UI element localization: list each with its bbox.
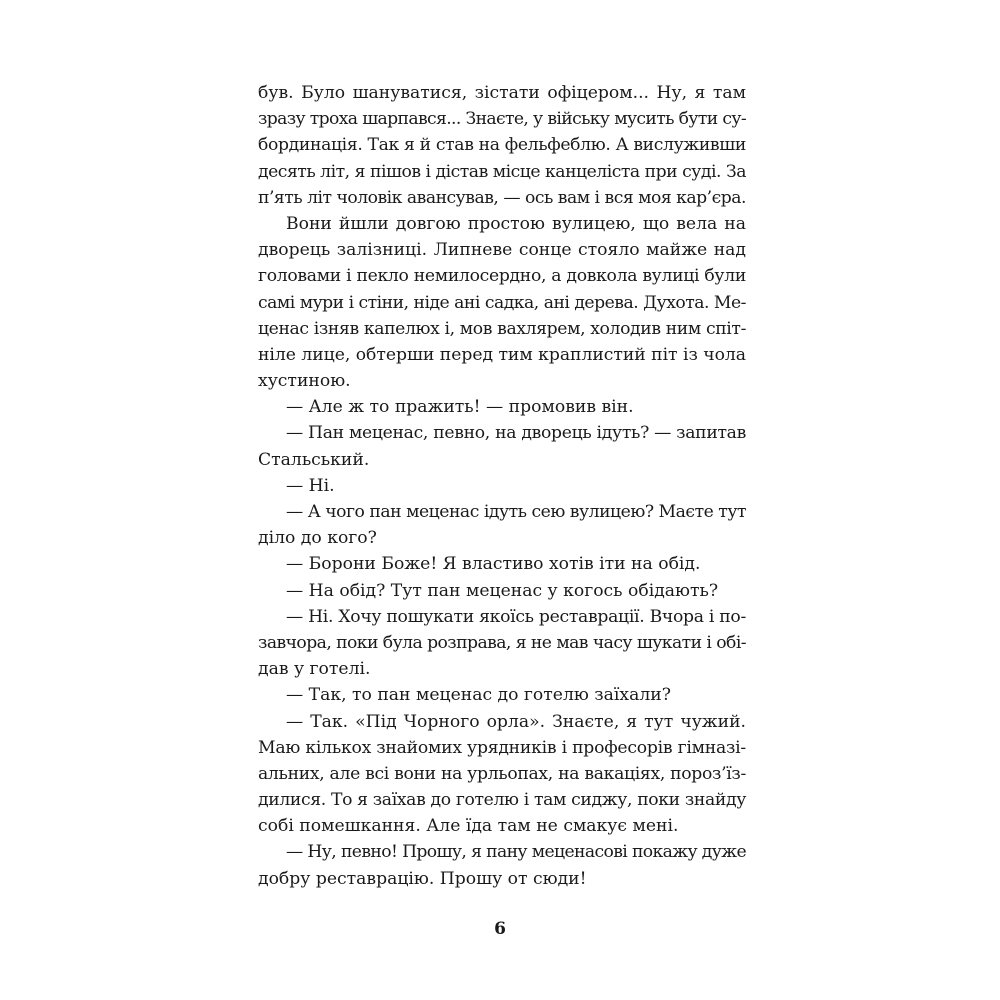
text-line: собі помешкання. Але їда там не смакує мені.: [258, 816, 679, 837]
text-line: — А чого пан меценас ідуть сею вулицею? Маєте тут: [286, 502, 746, 522]
text-line: Вони йшли довгою простою вулицею, що вела на: [286, 213, 746, 234]
text-line: ніле лице, обтерши перед тим краплистий піт із чола: [258, 344, 746, 365]
text-line: дилися. То я заїхав до готелю і там сиджу, поки знайду: [258, 790, 746, 811]
text-line: дав у готелі.: [258, 659, 371, 680]
text-line: бординація. Так я й став на фельфеблю. А вислуживши: [258, 135, 746, 156]
text-line: — Борони Боже! Я властиво хотів іти на обід.: [286, 554, 701, 575]
text-line: — Пан меценас, певно, на дворець ідуть? — запитав: [286, 423, 746, 444]
text-line: головами і пекло немилосердно, а довкола вулиці були: [258, 266, 746, 287]
text-line: — Ну, певно! Прошу, я пану меценасові покажу дуже: [286, 842, 746, 863]
text-line: альних, але всі вони на урльопах, на вакаціях, пороз’їз-: [258, 763, 746, 784]
page-text: [258, 80, 746, 892]
text-line: самі мури і стіни, ніде ані садка, ані дерева. Духота. Ме-: [258, 292, 746, 313]
text-line: — Але ж то пражить! — промовив він.: [286, 397, 634, 418]
text-line: — Ні.: [286, 475, 335, 496]
text-line: — Ні. Хочу пошукати якоїсь реставрації. Вчора і по-: [286, 606, 746, 627]
page-number: 6: [494, 919, 506, 939]
text-line: — На обід? Тут пан меценас у когось обідають?: [286, 580, 719, 601]
text-line: — Так. «Під Чорного орла». Знаєте, я тут чужий.: [286, 711, 746, 732]
text-line: Стальський.: [258, 449, 370, 470]
text-line: десять літ, я пішов і дістав місце канцеліста при суді. За: [258, 161, 746, 182]
text-line: був. Було шануватися, зістати офіцером... Ну, я там: [258, 83, 746, 103]
text-line: — Так, то пан меценас до готелю заїхали?: [286, 685, 671, 706]
text-line: дворець залізниці. Липневе сонце стояло майже над: [258, 240, 746, 261]
text-line: ценас ізняв капелюх і, мов вахлярем, холодив ним спіт-: [258, 318, 746, 339]
text-line: зразу троха шарпався... Знаєте, у війську мусить бути су-: [258, 109, 746, 130]
text-line: діло до кого?: [258, 528, 377, 549]
text-line: завчора, поки була розправа, я не мав часу шукати і обі-: [258, 632, 746, 653]
text-line: добру реставрацію. Прошу от сюди!: [258, 868, 587, 889]
text-line: п’ять літ чоловік авансував, — ось вам і вся моя кар’єра.: [258, 187, 746, 208]
text-line: Маю кількох знайомих урядників і професорів гімназі-: [258, 737, 746, 758]
text-line: хустиною.: [258, 371, 351, 392]
